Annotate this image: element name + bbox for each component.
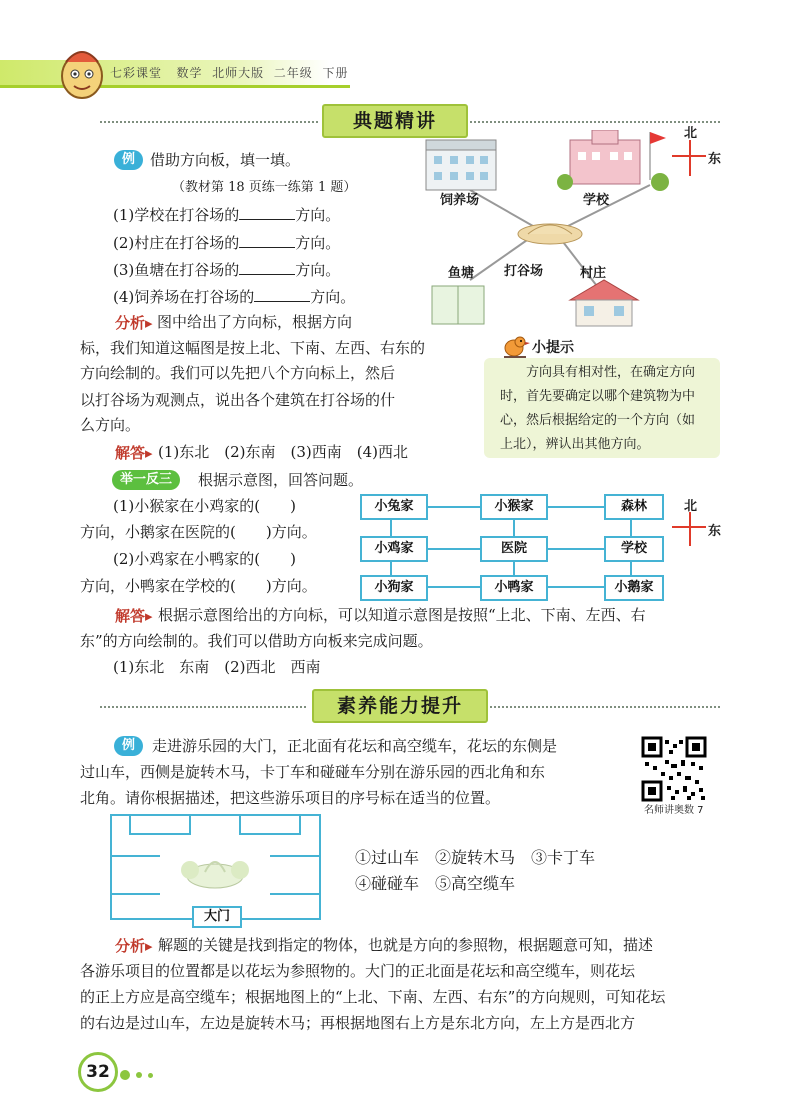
grid-cell-duck: 小鸭家 bbox=[480, 575, 548, 601]
grid-cell-hospital: 医院 bbox=[480, 536, 548, 562]
practice-line-3: (2)小鸡家在小鸭家的( ) bbox=[113, 550, 296, 568]
answer-blank[interactable] bbox=[239, 260, 295, 275]
header-subject: 数学 bbox=[176, 66, 203, 80]
header-series: 七彩课堂 bbox=[110, 66, 163, 80]
example-tag: 例 bbox=[114, 150, 143, 170]
grid-cell-goose: 小鹅家 bbox=[604, 575, 664, 601]
tip-text bbox=[500, 361, 716, 457]
analysis2-line-2: 各游乐项目的位置都是以花坛为参照物的。大门的正北面是花坛和高空缆车，则花坛 bbox=[80, 962, 636, 980]
example2-line-1: 走进游乐园的大门，正北面有花坛和高空缆车，花坛的东侧是 bbox=[152, 737, 558, 755]
divider-left bbox=[100, 121, 318, 123]
answer2-line-2: 东”的方向绘制的。我们可以借助方向板来完成问题。 bbox=[80, 632, 433, 650]
practice-line-1: (1)小猴家在小鸡家的( ) bbox=[113, 497, 296, 515]
compass-east-arrow bbox=[672, 155, 706, 157]
header-volume: 下册 bbox=[322, 66, 349, 80]
tip-line: 上北），辨认出其他方向。 bbox=[500, 437, 650, 452]
example-item-3: (3)鱼塘在打谷场的 方向。 bbox=[113, 261, 341, 279]
section-banner-dianti: 典题精讲 bbox=[322, 104, 468, 138]
tip-line: 方向具有相对性，在确定方向 bbox=[526, 365, 696, 380]
tip-title: 小提示 bbox=[532, 340, 574, 356]
analysis2-line-4: 的右边是过山车，左边是旋转木马；再根据地图右上方是东北方向，左上方是西北方 bbox=[80, 1014, 636, 1032]
grid-cell-rabbit: 小兔家 bbox=[360, 494, 428, 520]
compass-north-label: 北 bbox=[684, 499, 698, 514]
answer2-label: 解答▸ bbox=[115, 607, 153, 625]
grid-cell-forest: 森林 bbox=[604, 494, 664, 520]
analysis-line-3: 方向绘制的。我们可以先把八个方向标上，然后 bbox=[80, 364, 396, 382]
analysis2-line-3: 的正上方应是高空缆车；根据地图上的“上北、下南、左西、右东”的方向规则，可知花坛 bbox=[80, 988, 666, 1006]
qr-caption: 名师讲奥数 7 bbox=[644, 805, 704, 816]
footer-dot bbox=[136, 1072, 142, 1078]
tip-line: 时，首先要确定以哪个建筑物为中 bbox=[500, 389, 696, 404]
example-item-4: (4)饲养场在打谷场的 方向。 bbox=[113, 288, 356, 306]
example2-tag: 例 bbox=[114, 736, 143, 756]
option-line-1: ①过山车 ②旋转木马 ③卡丁车 bbox=[355, 848, 596, 867]
footer-dot bbox=[120, 1070, 130, 1080]
example2-line-2: 过山车，西侧是旋转木马，卡丁车和碰碰车分别在游乐园的西北角和东 bbox=[80, 763, 546, 781]
divider-right bbox=[470, 121, 720, 123]
grid-cell-dog: 小狗家 bbox=[360, 575, 428, 601]
divider-left bbox=[100, 706, 306, 708]
section-banner-suyang: 素养能力提升 bbox=[312, 689, 488, 723]
header-grade: 二年级 bbox=[273, 66, 313, 80]
grid-cell-chick: 小鸡家 bbox=[360, 536, 428, 562]
answer2-line-1: 根据示意图给出的方向标，可以知道示意图是按照“上北、下南、左西、右 bbox=[158, 606, 646, 624]
answer-blank[interactable] bbox=[239, 233, 295, 248]
analysis-line-5: 么方向。 bbox=[80, 416, 141, 434]
compass-east-label: 东 bbox=[708, 152, 722, 167]
option-line-2: ④碰碰车 ⑤高空缆车 bbox=[355, 874, 516, 893]
practice-line-4: 方向，小鸭家在学校的( )方向。 bbox=[80, 577, 317, 595]
divider-right bbox=[490, 706, 720, 708]
analysis2-label: 分析▸ bbox=[115, 937, 153, 955]
map-label-farm: 饲养场 bbox=[440, 193, 480, 208]
map-label-school: 学校 bbox=[583, 193, 610, 208]
answer-blank[interactable] bbox=[239, 205, 295, 220]
grid-cell-monkey: 小猴家 bbox=[480, 494, 548, 520]
compass-north-label: 北 bbox=[684, 126, 698, 141]
analysis-line-2: 标，我们知道这幅图是按上北、下南、左西、右东的 bbox=[80, 339, 426, 357]
analysis2-line-1: 解题的关键是找到指定的物体，也就是方向的参照物，根据题意可知，描述 bbox=[158, 936, 654, 954]
practice-question: 根据示意图，回答问题。 bbox=[198, 471, 364, 489]
header-publisher: 北师大版 bbox=[212, 66, 265, 80]
map-label-village: 村庄 bbox=[580, 266, 607, 281]
compass-east-arrow bbox=[672, 526, 706, 528]
compass-east-label: 东 bbox=[708, 524, 722, 539]
park-gate: 大门 bbox=[192, 906, 242, 928]
example-source: （教材第 18 页练一练第 1 题） bbox=[172, 180, 357, 195]
answer2-line-3: (1)东北 东南 (2)西北 西南 bbox=[113, 658, 321, 676]
practice-tag: 举一反三 bbox=[112, 470, 180, 490]
tip-line: 心，然后根据给定的一个方向（如 bbox=[500, 413, 696, 428]
analysis-line-4: 以打谷场为观测点，说出各个建筑在打谷场的什 bbox=[80, 391, 396, 409]
analysis-line-1: 图中给出了方向标，根据方向 bbox=[157, 313, 353, 331]
example2-line-3: 北角。请你根据描述，把这些游乐项目的序号标在适当的位置。 bbox=[80, 789, 501, 807]
map-illustration bbox=[420, 130, 720, 330]
example-item-1: (1)学校在打谷场的 方向。 bbox=[113, 206, 341, 224]
grid-cell-school: 学校 bbox=[604, 536, 664, 562]
compass-north-arrow bbox=[689, 140, 691, 176]
mascot-icon bbox=[56, 42, 108, 100]
answer-text: (1)东北 (2)东南 (3)西南 (4)西北 bbox=[158, 443, 408, 461]
analysis-label: 分析▸ bbox=[115, 314, 153, 332]
qr-code[interactable] bbox=[641, 736, 707, 802]
map-label-pond: 鱼塘 bbox=[448, 266, 475, 281]
example-question: 借助方向板，填一填。 bbox=[150, 151, 301, 169]
answer-label: 解答▸ bbox=[115, 444, 153, 462]
header-title bbox=[110, 64, 348, 81]
bird-icon bbox=[500, 332, 530, 360]
page-number: 32 bbox=[78, 1052, 118, 1092]
header-rule bbox=[0, 85, 350, 88]
practice-line-2: 方向，小鹅家在医院的( )方向。 bbox=[80, 523, 317, 541]
map-label-threshing: 打谷场 bbox=[504, 264, 544, 279]
answer-blank[interactable] bbox=[254, 287, 310, 302]
footer-dot bbox=[148, 1073, 153, 1078]
example-item-2: (2)村庄在打谷场的 方向。 bbox=[113, 234, 341, 252]
compass-north-arrow bbox=[689, 512, 691, 546]
